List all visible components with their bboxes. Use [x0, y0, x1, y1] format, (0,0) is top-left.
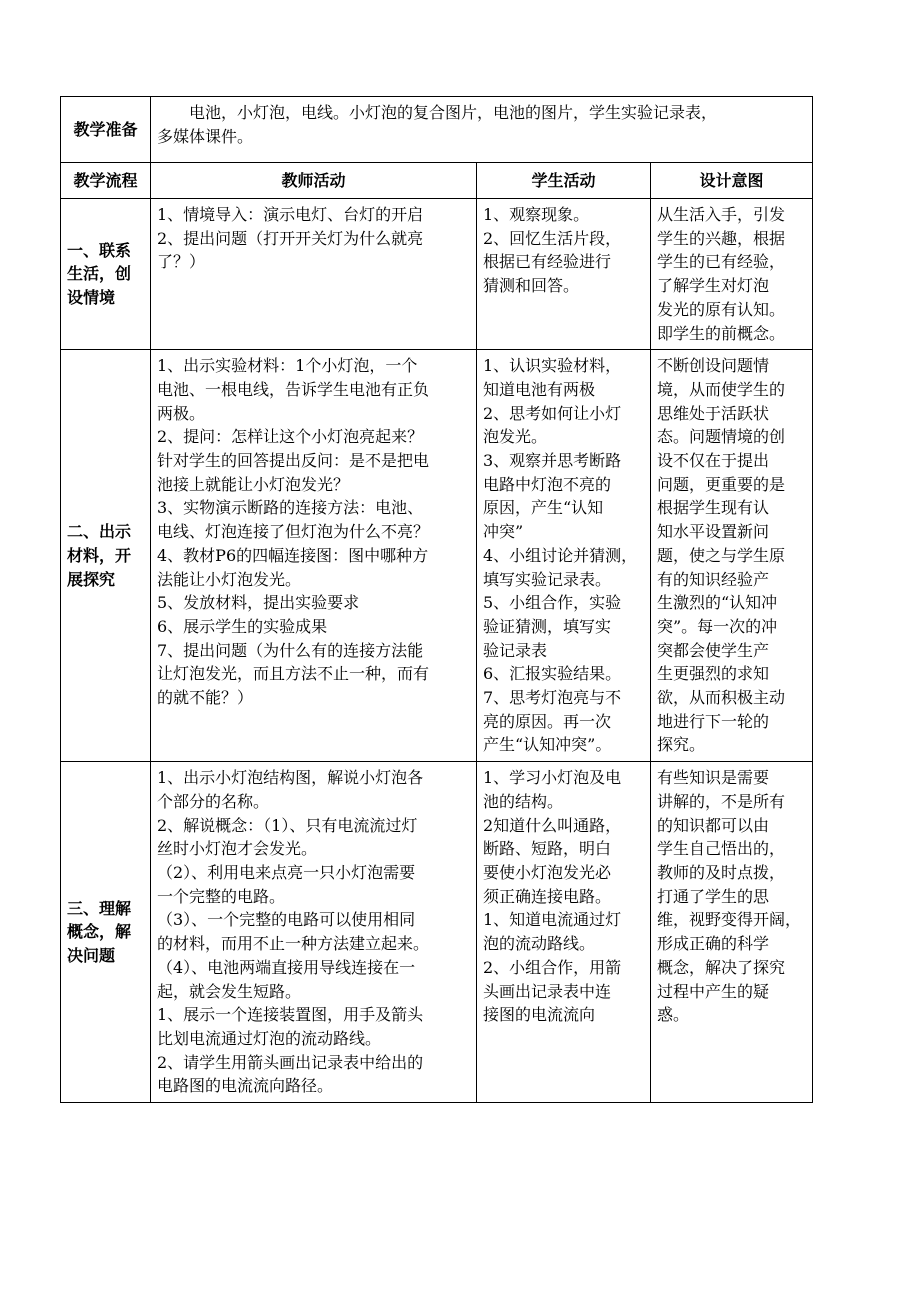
text-line: 思维处于活跃状	[657, 403, 770, 423]
text-line: 电线、灯泡连接了但灯泡为什么不亮？	[157, 522, 430, 542]
text-line: （2）、利用电来点亮一只小灯泡需要	[157, 862, 416, 882]
text-line: 问题，更重要的是	[657, 474, 786, 494]
text-line: 7、思考灯泡亮与不	[483, 688, 622, 708]
text-line: 突都会使学生产	[657, 640, 770, 660]
text-line: 2、思考如何让小灯	[483, 403, 622, 423]
text-line: 比划电流通过灯泡的流动路线。	[157, 1028, 382, 1048]
stage-row-1	[61, 199, 813, 350]
text-line: 形成正确的科学	[657, 934, 770, 954]
text-line: 针对学生的回答提出反问：是不是把电	[157, 451, 430, 471]
text-line: 学生的已有经验，	[657, 252, 786, 272]
text-line: 2知道什么叫通路，	[483, 815, 622, 835]
text-line: 即学生的前概念。	[657, 323, 786, 343]
header-teacher: 教师活动	[151, 163, 477, 199]
text-line: 欲，从而积极主动	[657, 688, 786, 708]
text-line: 个部分的名称。	[157, 791, 270, 811]
stage-label-line: 概念，解	[67, 922, 132, 942]
student-activity	[477, 762, 651, 1103]
text-line: 断路、短路，明白	[483, 839, 612, 859]
text-line: 概念，解决了探究	[657, 957, 786, 977]
text-line: 从生活入手，引发	[657, 205, 786, 224]
text-line: 态。问题情境的创	[657, 427, 786, 447]
text-line: 1、情境导入：演示电灯、台灯的开启	[157, 205, 424, 224]
text-line: 2、回忆生活片段，	[483, 228, 622, 248]
text-line: 2、解说概念：（1）、只有电流流过灯	[157, 815, 418, 835]
text-line: 有的知识经验产	[657, 569, 770, 589]
text-line: 了？）	[157, 252, 206, 272]
text-line: （3）、一个完整的电路可以使用相同	[157, 910, 416, 930]
stage-label-line: 一、联系	[67, 240, 132, 260]
stage-label	[61, 199, 151, 350]
text-line: 电路图的电流流向路径。	[157, 1076, 334, 1096]
text-line: 要使小灯泡发光必	[483, 862, 612, 882]
text-line: 1、知道电流通过灯	[483, 910, 622, 930]
teacher-activity	[151, 350, 477, 762]
text-line: 1、学习小灯泡及电	[483, 768, 622, 788]
text-line: 2、提出问题（打开开关灯为什么就亮	[157, 228, 424, 248]
text-line: （4）、电池两端直接用导线连接在一	[157, 957, 416, 977]
stage-label-line: 展探究	[67, 569, 116, 589]
text-line: 1、展示一个连接装置图，用手及箭头	[157, 1005, 424, 1025]
text-line: 6、展示学生的实验成果	[157, 616, 328, 636]
prep-content	[151, 97, 813, 163]
text-line: 地进行下一轮的	[657, 711, 770, 731]
text-line: 4、教材P6的四幅连接图：图中哪种方	[157, 545, 429, 565]
text-line: 7、提出问题（为什么有的连接方法能	[157, 640, 424, 660]
text-line: 两极。	[157, 403, 206, 423]
text-line: 一个完整的电路。	[157, 886, 286, 906]
text-line: 境，从而使学生的	[657, 379, 786, 399]
text-line: 了解学生对灯泡	[657, 276, 770, 296]
text-line: 泡的流动路线。	[483, 934, 596, 954]
text-line: 冲突”	[483, 522, 524, 542]
text-line: 1、认识实验材料，	[483, 356, 622, 376]
text-line: 有些知识是需要	[657, 768, 770, 788]
prep-line: 多媒体课件。	[157, 126, 254, 146]
text-line: 2、小组合作，用箭	[483, 957, 622, 977]
text-line: 讲解的，不是所有	[657, 791, 786, 811]
prep-line: 电池，小灯泡，电线。小灯泡的复合图片，电池的图片，学生实验记录表，	[189, 103, 718, 122]
stage-label-line: 设情境	[67, 287, 116, 307]
text-line: 3、观察并思考断路	[483, 451, 622, 471]
teacher-activity	[151, 762, 477, 1103]
text-line: 法能让小灯泡发光。	[157, 569, 302, 589]
text-line: 5、发放材料，提出实验要求	[157, 593, 360, 613]
prep-label: 教学准备	[61, 97, 151, 163]
teacher-activity	[151, 199, 477, 350]
text-line: 不断创设问题情	[657, 356, 770, 376]
text-line: 生更强烈的求知	[657, 664, 770, 684]
text-line: 过程中产生的疑	[657, 981, 770, 1001]
text-line: 惑。	[657, 1005, 690, 1025]
stage-row-3	[61, 762, 813, 1103]
text-line: 3、实物演示断路的连接方法：电池、	[157, 498, 424, 518]
text-line: 6、汇报实验结果。	[483, 664, 622, 684]
stage-label	[61, 762, 151, 1103]
text-line: 的材料，而用不止一种方法建立起来。	[157, 934, 430, 954]
text-line: 5、小组合作，实验	[483, 593, 622, 613]
text-line: 让灯泡发光，而且方法不止一种，而有	[157, 664, 430, 684]
stage-label	[61, 350, 151, 762]
student-activity	[477, 199, 651, 350]
text-line: 2、提问：怎样让这个小灯泡亮起来？	[157, 427, 424, 447]
text-line: 填写实验记录表。	[483, 569, 612, 589]
text-line: 池接上就能让小灯泡发光？	[157, 474, 350, 494]
text-line: 1、出示实验材料：1个小灯泡，一个	[157, 356, 418, 376]
text-line: 发光的原有认知。	[657, 299, 786, 319]
text-line: 池的结构。	[483, 791, 564, 811]
text-line: 学生的兴趣，根据	[657, 228, 786, 248]
text-line: 验记录表	[483, 640, 548, 660]
text-line: 2、请学生用箭头画出记录表中给出的	[157, 1052, 424, 1072]
text-line: 验证猜测，填写实	[483, 616, 612, 636]
text-line: 1、出示小灯泡结构图，解说小灯泡各	[157, 768, 424, 788]
stage-row-2	[61, 350, 813, 762]
text-line: 的知识都可以由	[657, 815, 770, 835]
text-line: 知水平设置新问	[657, 522, 770, 542]
text-line: 探究。	[657, 735, 706, 755]
design-intent	[651, 199, 813, 350]
design-intent	[651, 350, 813, 762]
text-line: 学生自己悟出的，	[657, 839, 786, 859]
header-intent: 设计意图	[651, 163, 813, 199]
design-intent	[651, 762, 813, 1103]
text-line: 原因，产生“认知	[483, 498, 604, 518]
text-line: 突”。每一次的冲	[657, 616, 778, 636]
text-line: 丝时小灯泡才会发光。	[157, 839, 318, 859]
stage-label-line: 二、出示	[67, 522, 132, 542]
text-line: 起，就会发生短路。	[157, 981, 302, 1001]
text-line: 泡发光。	[483, 427, 548, 447]
text-line: 生激烈的“认知冲	[657, 593, 778, 613]
text-line: 1、观察现象。	[483, 205, 590, 224]
text-line: 须正确连接电路。	[483, 886, 612, 906]
text-line: 的就不能？）	[157, 688, 254, 708]
stage-label-line: 决问题	[67, 945, 116, 965]
text-line: 产生“认知冲突”。	[483, 735, 612, 755]
header-row	[61, 163, 813, 199]
text-line: 题，使之与学生原	[657, 545, 786, 565]
text-line: 设不仅在于提出	[657, 451, 770, 471]
text-line: 电路中灯泡不亮的	[483, 474, 612, 494]
text-line: 根据学生现有认	[657, 498, 770, 518]
stage-label-line: 材料，开	[67, 545, 132, 565]
text-line: 头画出记录表中连	[483, 981, 612, 1001]
header-student: 学生活动	[477, 163, 651, 199]
lesson-plan-table	[60, 96, 813, 1103]
text-line: 教师的及时点拨，	[657, 862, 786, 882]
text-line: 打通了学生的思	[657, 886, 770, 906]
prep-row	[61, 97, 813, 163]
student-activity	[477, 350, 651, 762]
text-line: 根据已有经验进行	[483, 252, 612, 272]
text-line: 4、小组讨论并猜测，	[483, 545, 638, 565]
text-line: 维，视野变得开阔，	[657, 910, 802, 930]
stage-label-line: 生活，创	[67, 264, 132, 284]
header-flow: 教学流程	[61, 163, 151, 199]
stage-label-line: 三、理解	[67, 898, 132, 918]
text-line: 猜测和回答。	[483, 276, 580, 296]
text-line: 知道电池有两极	[483, 379, 596, 399]
text-line: 接图的电流流向	[483, 1005, 596, 1025]
text-line: 电池、一根电线，告诉学生电池有正负	[157, 379, 430, 399]
text-line: 亮的原因。再一次	[483, 711, 612, 731]
